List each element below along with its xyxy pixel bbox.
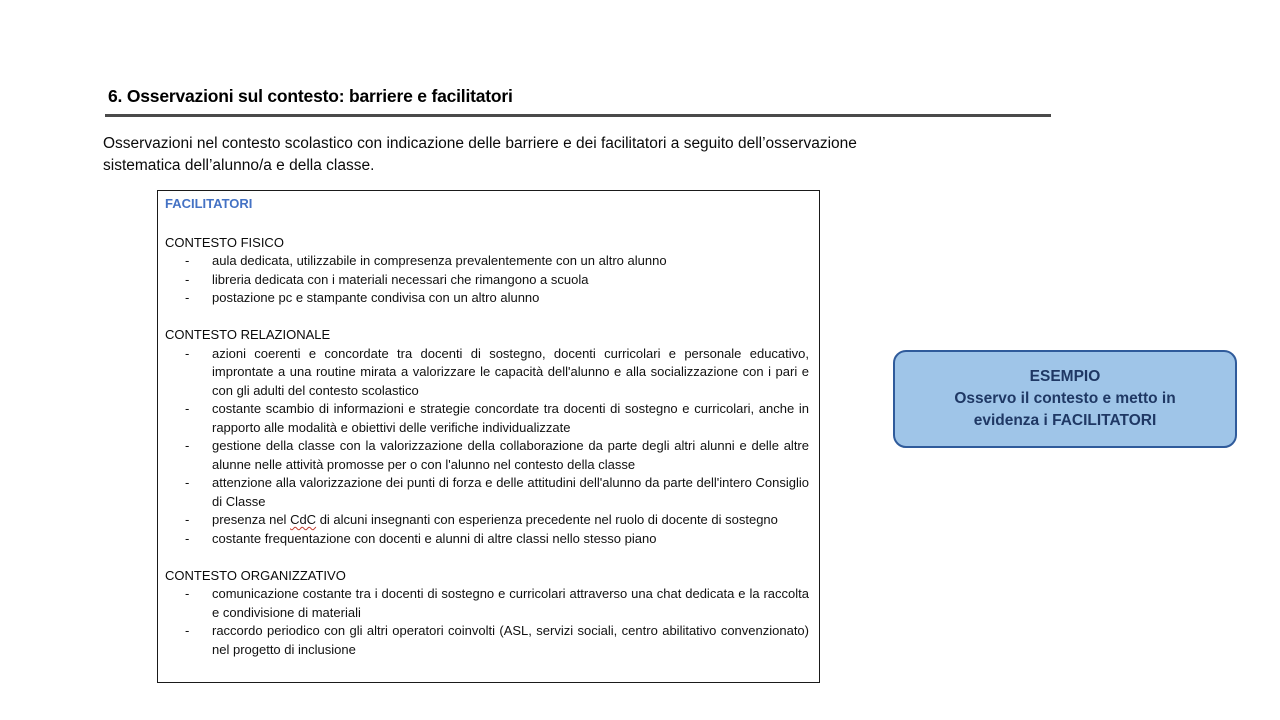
callout-line: evidenza i FACILITATORI [973,412,1157,429]
facilitator-item-text: libreria dedicata con i materiali necessari che rimangono a scuola [212,271,589,287]
facilitator-item [165,252,809,271]
facilitator-item [165,437,809,474]
section-title: CONTESTO ORGANIZZATIVO [165,567,346,583]
facilitator-item-text: presenza nel CdC di alcuni insegnanti con esperienza precedente nel ruolo di docente di sostegno [212,512,778,527]
facilitator-item-text: costante scambio di informazioni e strategie concordate tra docenti di sostegno e curricolari, anche in rapporto alle modalità e obiettivi delle verifiche individualizzate [212,401,809,435]
bullet-dash: - [185,253,190,268]
facilitator-item-text: comunicazione costante tra i docenti di sostegno e curricolari attraverso una chat dedicata e la raccolta e condivisione di materiali [212,586,809,620]
bullet-dash: - [185,271,190,287]
intro-line: sistematica dell’alunno/a e della classe. [103,157,375,174]
bullet-dash: - [185,530,190,546]
facilitator-item [165,511,809,530]
esempio-callout [893,350,1237,448]
callout-line: Osservo il contesto e metto in [954,390,1176,407]
section-title: CONTESTO FISICO [165,234,284,250]
facilitator-item [165,400,809,437]
bullet-dash: - [185,586,190,601]
bullet-dash: - [185,345,190,361]
bullet-dash: - [185,290,190,305]
facilitator-item [165,474,809,511]
section-title: CONTESTO RELAZIONALE [165,327,331,342]
title-section [105,86,1051,117]
bullet-dash: - [185,475,190,490]
facilitator-item [165,585,809,622]
facilitator-item-text: costante frequentazione con docenti e alunni di altre classi nello stesso piano [212,530,657,546]
spellcheck-underline: CdC [290,512,317,527]
facilitator-item-text: azioni coerenti e concordate tra docenti di sostegno, docenti curricolari e personale educativo, improntate a una routine mirata a valorizzare le capacità dell'alunno e alla socializzazione con i pari e con gli adulti del contesto scolastico [212,345,809,398]
facilitator-item-text: raccordo periodico con gli altri operatori coinvolti (ASL, servizi sociali, centro abilitativo convenzionato) nel progetto di inclusione [212,623,809,657]
page-title: 6. Osservazioni sul contesto: barriere e facilitatori [105,86,1051,117]
bullet-dash: - [185,401,190,416]
bullet-dash: - [185,512,190,527]
facilitator-item-text: postazione pc e stampante condivisa con un altro alunno [212,290,540,305]
callout-line: ESEMPIO [1029,368,1101,385]
facilitator-item-text: attenzione alla valorizzazione dei punti di forza e delle attitudini dell'alunno da parte dell'intero Consiglio di Classe [212,475,809,509]
bullet-dash: - [185,623,190,638]
facilitator-item [165,345,809,401]
facilitator-item-text: aula dedicata, utilizzabile in compresenza prevalentemente con un altro alunno [212,253,667,268]
facilitatori-box [157,190,820,683]
facilitator-item [165,530,809,549]
facilitator-item [165,289,809,308]
bullet-dash: - [185,438,190,453]
facilitatori-sections [165,224,809,660]
intro-paragraph [103,133,1003,177]
facilitator-item [165,271,809,290]
facilitatori-box-header: FACILITATORI [165,196,253,211]
intro-line: Osservazioni nel contesto scolastico con indicazione delle barriere e dei facilitatori a seguito dell’osservazione [103,135,857,152]
facilitator-item [165,622,809,659]
facilitator-item-text: gestione della classe con la valorizzazione della collaborazione da parte degli altri alunni e delle altre alunne nelle attività promosse per o con l'alunno nel contesto della classe [212,438,809,472]
